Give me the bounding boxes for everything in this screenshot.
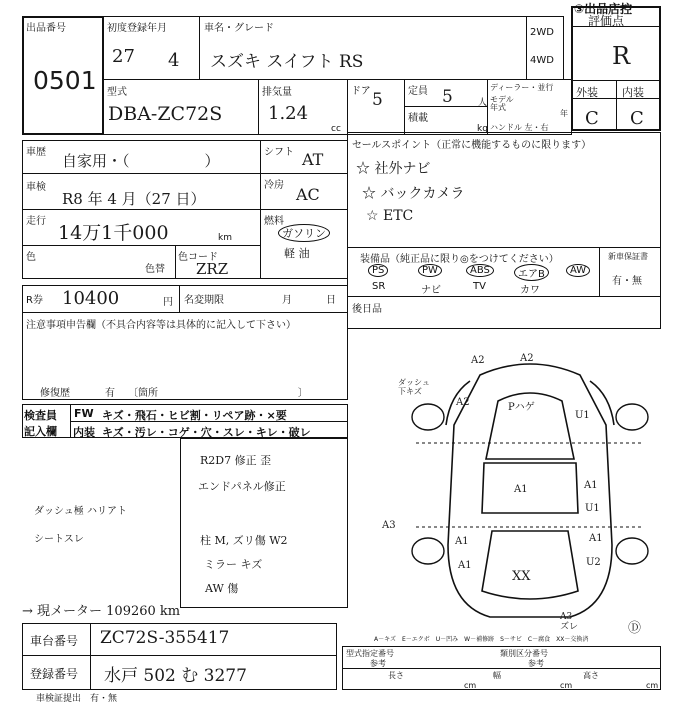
header-corner-label: ③出品店控 <box>574 2 633 16</box>
displacement-value: 1.24 <box>268 103 309 124</box>
after-label: 後日品 <box>352 304 382 315</box>
model-year-unit: 年 <box>560 109 568 118</box>
plate-value: 水戸 502 む 3277 <box>104 666 247 686</box>
diagram-mark-a1-rear-left: A1 <box>458 560 472 571</box>
equip-abs: ABS <box>466 264 494 277</box>
length-unit: cm <box>464 681 477 690</box>
diagram-signature: Ⓓ <box>628 621 642 636</box>
height-unit: cm <box>646 681 659 690</box>
paint-change-label: 色替 <box>145 264 165 275</box>
inspector-note-6: ミラー キズ <box>204 558 263 571</box>
chassis-label: 車台番号 <box>30 634 79 648</box>
load-label: 積載 <box>408 113 428 124</box>
inspector-note-5: 柱 M, ズリ傷 W2 <box>200 534 288 547</box>
ref-label-2: 参考 <box>528 659 544 668</box>
equip-ps: PS <box>368 264 388 277</box>
diagram-mark-a3-shift: A3 ズレ <box>560 612 579 632</box>
diagram-mark-a1-right: A1 <box>584 480 598 491</box>
shift-value: AT <box>302 150 324 169</box>
capacity-label: 定員 <box>408 86 428 97</box>
selling-point-1: ☆ 社外ナビ <box>356 161 431 177</box>
interior-value: C <box>630 108 644 129</box>
doors-value: 5 <box>372 90 383 110</box>
int-tag: 内装 <box>73 426 95 439</box>
diagram-mark-a2-center: A2 <box>520 353 534 364</box>
handle-label: ハンドル 左・右 <box>490 123 549 132</box>
selling-point-2: ☆ バックカメラ <box>362 186 465 202</box>
fuel-diesel: 軽 油 <box>284 247 310 260</box>
drive-2wd: 2WD <box>530 27 554 38</box>
inspector-note-4: シートスレ <box>34 534 84 545</box>
grade-value: R <box>612 42 631 70</box>
car-name-value: スズキ スイフト RS <box>210 52 364 72</box>
warranty-label: 新車保証書 <box>608 252 648 261</box>
displacement-label: 排気量 <box>262 87 292 98</box>
after-box <box>347 296 661 329</box>
mileage-label: 走行 <box>26 216 46 227</box>
equip-aw: AW <box>566 264 590 277</box>
inspector-label-1: 検査員 <box>24 409 57 422</box>
equip-navi: ナビ <box>421 285 441 296</box>
equipment-label: 装備品（純正品に限り◎をつけてください） <box>360 254 559 265</box>
exterior-value: C <box>585 108 599 129</box>
equip-pw: PW <box>418 264 442 277</box>
car-name-label: 車名・グレード <box>204 23 274 34</box>
diagram-mark-peel: Pハゲ <box>508 402 535 413</box>
diagram-mark-xx: XX <box>512 569 531 584</box>
equip-airbag: エアB <box>514 264 549 281</box>
capacity-value: 5 <box>442 87 453 107</box>
registration-month: 4 <box>168 50 180 71</box>
selling-points-label: セールスポイント（正常に機能するものに限ります） <box>352 140 592 151</box>
name-change-day: 日 <box>326 295 336 306</box>
diagram-legend: A－キズ E－エクボ U－凹み W－補修跡 S－サビ C－腐食 XX－交換済 <box>374 636 589 643</box>
ref-label-1: 参考 <box>370 659 386 668</box>
color-label: 色 <box>26 252 36 263</box>
diagram-mark-a1-rear-right: A1 <box>589 533 603 544</box>
model-value: DBA-ZC72S <box>108 103 223 125</box>
diagram-mark-u1-right: U1 <box>575 410 590 421</box>
inspection-label: 車検 <box>26 182 46 193</box>
chassis-value: ZC72S-355417 <box>100 628 230 648</box>
selling-point-3: ☆ ETC <box>366 208 414 224</box>
model-label: 型式 <box>107 87 127 98</box>
color-code-value: ZRZ <box>196 260 229 278</box>
capacity-unit: 人 <box>478 98 488 108</box>
diagram-mark-u1-door: U1 <box>585 503 600 514</box>
int-text: キズ・汚レ・コゲ・穴・スレ・キレ・破レ <box>102 426 311 439</box>
mileage-value: 14万1千000 <box>58 222 169 244</box>
height-label: 高さ <box>583 671 599 680</box>
load-unit: kg <box>477 124 488 134</box>
usage-value: 自家用・（ ） <box>62 152 220 170</box>
doors-label: ドア <box>351 86 371 97</box>
equip-tv: TV <box>473 281 486 292</box>
repair-value: 有 <box>105 388 115 399</box>
car-diagram <box>400 355 660 625</box>
lot-number: 0501 <box>33 66 97 95</box>
lot-label: 出品番号 <box>26 23 66 34</box>
diagram-mark-a1-roof: A1 <box>514 484 528 495</box>
name-change-label: 名変期限 <box>184 295 224 306</box>
dealer-label: ディーラー・並行 <box>490 83 554 92</box>
current-mileage: → 現メーター 109260 km <box>22 604 181 619</box>
name-change-month: 月 <box>282 295 292 306</box>
cooling-value: AC <box>296 185 320 204</box>
inspector-note-3: ダッシュ極 ハリアト <box>34 506 127 517</box>
repair-label: 修復歴 <box>40 388 70 399</box>
usage-label: 車歴 <box>26 147 46 158</box>
inspector-note-7: AW 傷 <box>205 582 239 595</box>
equip-leather: カワ <box>520 285 540 296</box>
cooling-label: 冷房 <box>264 180 284 191</box>
notes-label: 注意事項申告欄（不具合内容等は具体的に記入して下さい） <box>26 320 296 331</box>
warranty-value: 有・無 <box>612 276 642 287</box>
diagram-mark-dash: ダッシュ 下キズ <box>398 378 430 396</box>
fw-tag: FW <box>74 407 94 420</box>
plate-label: 登録番号 <box>30 667 79 681</box>
drive-4wd: 4WD <box>530 55 554 66</box>
interior-label: 内装 <box>622 86 644 99</box>
inspector-note-1: R2D7 修正 歪 <box>200 454 272 467</box>
displacement-unit: cc <box>331 124 341 134</box>
width-label: 幅 <box>493 671 501 680</box>
width-unit: cm <box>560 681 573 690</box>
diagram-mark-a2-left: A2 <box>471 355 485 366</box>
model-cert-label: 型式指定番号 <box>346 649 394 658</box>
equip-sr: SR <box>372 281 386 292</box>
model-year-label: モデル年式 <box>490 95 514 112</box>
inspector-note-2: エンドパネル修正 <box>198 480 286 493</box>
diagram-mark-a1-left: A1 <box>455 536 469 547</box>
diagram-mark-a2-front: A2 <box>456 397 470 408</box>
grade-label: 評価点 <box>588 14 625 28</box>
color-code-label: 色コード <box>178 252 218 263</box>
length-label: 長さ <box>388 671 404 680</box>
registration-label: 初度登録年月 <box>107 23 167 34</box>
diagram-mark-u2: U2 <box>586 557 601 568</box>
exterior-label: 外装 <box>576 86 598 99</box>
drive-box <box>526 16 564 80</box>
class-code-label: 類別区分番号 <box>500 649 548 658</box>
inspector-label-2: 記入欄 <box>24 425 57 438</box>
diagram-mark-a3: A3 <box>382 520 396 531</box>
recycle-unit: 円 <box>163 297 173 308</box>
shift-label: シフト <box>264 147 294 158</box>
registration-year: 27 <box>112 46 135 67</box>
fw-text: キズ・飛石・ヒビ割・リペア跡・×要 <box>102 409 287 422</box>
inspection-value: R8 年 4 月（27 日） <box>62 190 206 208</box>
fuel-label: 燃料 <box>264 216 284 227</box>
recycle-label: R券 <box>26 295 43 306</box>
repair-where: 〔箇所 〕 <box>128 388 308 399</box>
recycle-value: 10400 <box>62 288 120 309</box>
footer-text: 車検証提出 有・無 <box>36 694 118 704</box>
mileage-unit: km <box>218 233 232 243</box>
fuel-gasoline: ガソリン <box>278 224 330 242</box>
